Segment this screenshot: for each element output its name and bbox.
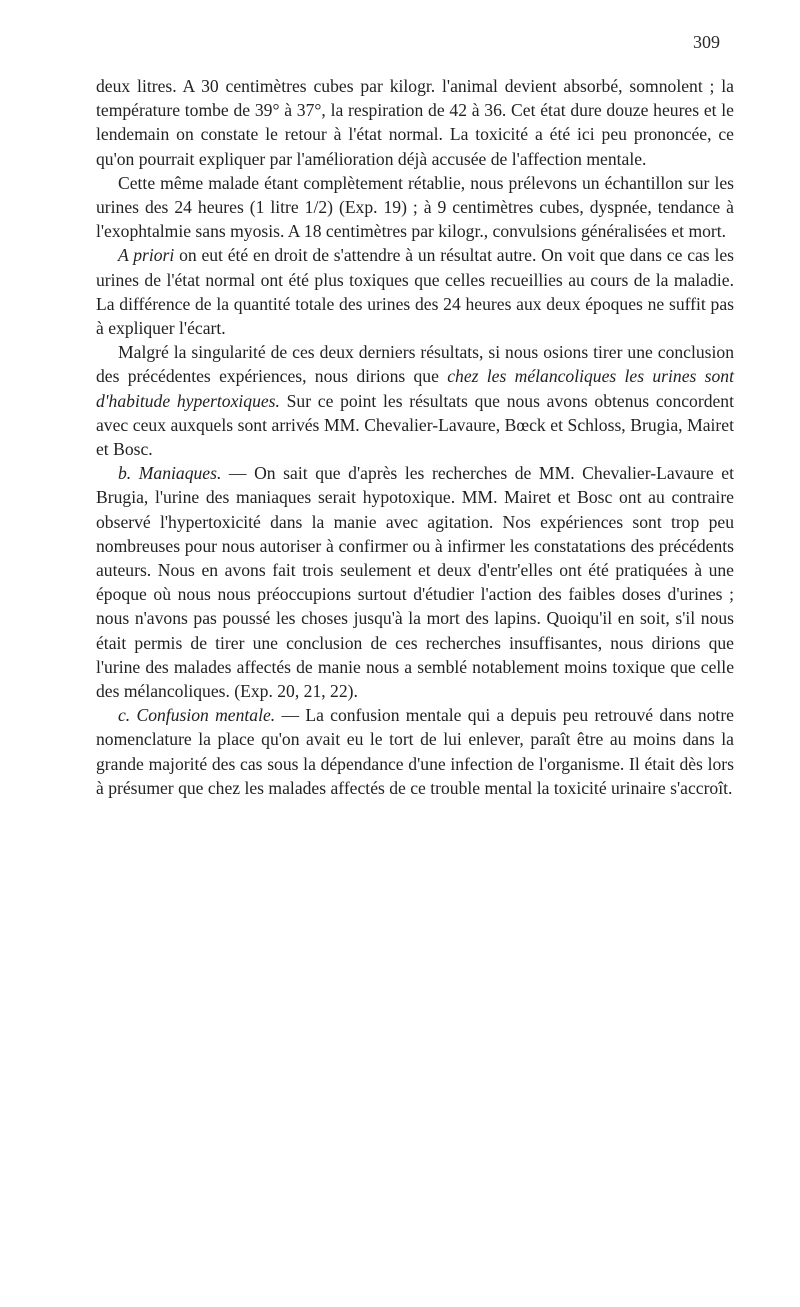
paragraph-5 (96, 461, 734, 703)
a-priori-italic: A priori (118, 245, 175, 266)
paragraph-6 (96, 703, 734, 800)
paragraph-1: deux litres. A 30 centimètres cubes par kilogr. l'animal devient absorbé, somnolent ; la température tombe de 39° à 37°, la respiration de 42 à 36. Cet état dure douze heures et le lendemain on constate le retour à l'état normal. La toxicité a été ici peu prononcée, ce qu'on pourrait expliquer par l'amélioration déjà accusée de l'affection mentale. (96, 76, 734, 169)
paragraph-4-start: Malgré la singularité de ces deux derniers résultats, si nous osions tirer une conclusion des précédentes expériences, nous dirions que (96, 342, 734, 387)
paragraph-6-text: — La confusion mentale qui a depuis peu retrouvé dans notre nomenclature la place qu'on avait eu le tort de lui enlever, paraît être au moins dans la grande majorité des cas sous la dépendance d'une infection de l'organisme. Il était dès lors à présumer que chez les malades affectés de ce trouble mental la toxicité urinaire s'accroît. (96, 705, 734, 798)
paragraph-5-text: — On sait que d'après les recherches de MM. Chevalier-Lavaure et Brugia, l'urine des maniaques serait hypotoxique. MM. Mairet et Bosc ont au contraire observé l'hypertoxicité dans la manie avec agitation. Nos expériences sont trop peu nombreuses pour nous autoriser à confirmer ou à infirmer les constatations des précédents auteurs. Nous en avons fait trois seulement et deux d'entr'elles ont été pratiquées à une époque où nous nous préoccupions surtout d'étudier l'action des faibles doses d'urines ; nous n'avons pas poussé les choses jusqu'à la mort des lapins. Quoiqu'il en soit, s'il nous était permis de tirer une conclusion de ces recherches insuffisantes, nous dirions que l'urine des malades affectés de manie nous a semblé notablement moins toxique que celle des mélancoliques. (Exp. 20, 21, 22). (96, 463, 734, 702)
paragraph-4-end: Sur ce point les résultats que nous avons obtenus concordent avec ceux auxquels sont arrivés MM. Chevalier-Lavaure, Bœck et Schloss, Brugia, Mairet et Bosc. (96, 390, 734, 460)
paragraph-4 (96, 340, 734, 461)
body-text (96, 74, 734, 800)
page-number: 309 (693, 32, 720, 52)
paragraph-3 (96, 243, 734, 340)
paragraph-3-text: on eut été en droit de s'attendre à un résultat autre. On voit que dans ce cas les urines de l'état normal ont été plus toxiques que celles recueillies au cours de la maladie. La différence de la quantité totale des urines des 24 heures aux deux époques ne suffit pas à expliquer l'écart. (96, 245, 734, 339)
melancholic-conclusion-italic: chez les mélancoliques les urines sont d'habitude hypertoxiques. (96, 366, 734, 411)
section-c-heading: c. Confusion mentale. (118, 705, 276, 726)
section-b-heading: b. Maniaques. (118, 463, 222, 484)
paragraph-2: Cette même malade étant complètement rétablie, nous prélevons un échantillon sur les urines des 24 heures (1 litre 1/2) (Exp. 19) ; à 9 centimètres cubes, dyspnée, tendance à l'exophtalmie sans myosis. A 18 centimètres par kilogr., convulsions généralisées et mort. (96, 172, 734, 242)
